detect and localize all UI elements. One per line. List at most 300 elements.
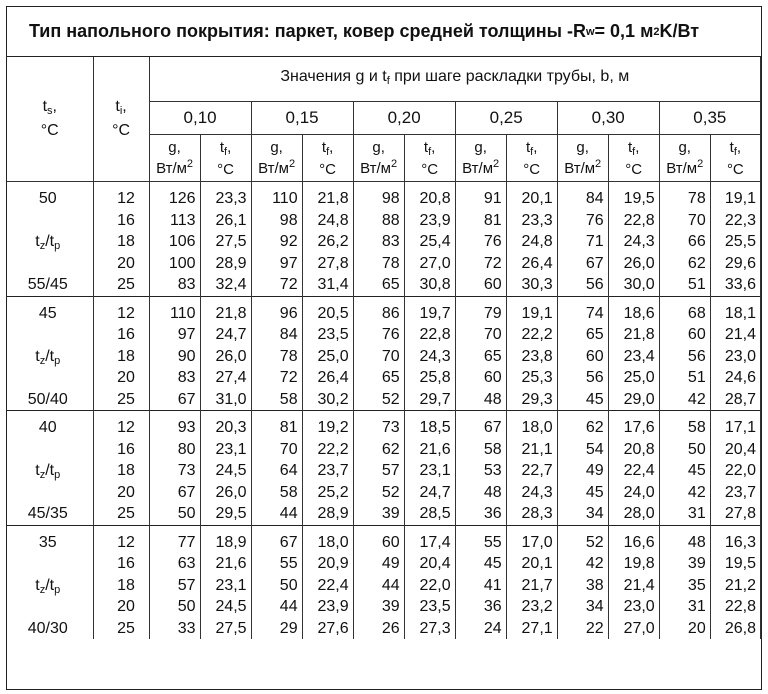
title-text-pre: Тип напольного покрытия: паркет, ковер средней толщины -R [29, 21, 586, 41]
ratio-sub-p: p [54, 469, 61, 481]
indoor-temp-cell [93, 296, 149, 411]
g-column [659, 296, 710, 411]
g-value: 98 [381, 190, 400, 207]
tf-value: 21,4 [724, 326, 756, 343]
tf-comma: , [533, 138, 538, 156]
tf-value: 22,0 [419, 576, 451, 594]
spacer-line [7, 210, 89, 232]
g-value: 83 [177, 276, 196, 293]
tf-unit: °C [217, 160, 234, 178]
tf-value: 19,7 [419, 304, 451, 322]
g-column [557, 296, 608, 411]
g-value: 67 [177, 483, 196, 501]
tf-value: 27,5 [215, 233, 247, 250]
g-value: 58 [483, 440, 502, 458]
spacer-line [7, 367, 89, 389]
tf-unit: °C [319, 160, 337, 178]
tf-value: 27,5 [215, 619, 247, 637]
g-value: 78 [279, 347, 298, 365]
tf-value: 23,9 [419, 211, 451, 229]
g-column [149, 411, 200, 526]
indoor-temp-cell [93, 411, 149, 526]
g-value: 44 [279, 505, 298, 522]
g-value: 49 [585, 462, 604, 479]
tf-value: 21,8 [215, 304, 247, 322]
spacer-line [7, 482, 89, 504]
tf-value: 27,4 [215, 369, 247, 386]
supply-temp-cell [7, 296, 93, 411]
tf-comma: , [227, 138, 232, 156]
g-value: 84 [279, 326, 298, 343]
g-value: 72 [279, 276, 298, 293]
b-value-1: 0,10 [149, 102, 251, 135]
g-unit-header [659, 135, 710, 182]
tf-value: 24,8 [317, 211, 349, 229]
g-value: 24 [483, 619, 502, 637]
g-value: 55 [483, 533, 502, 551]
g-value: 93 [177, 419, 196, 436]
tf-value: 20,4 [419, 555, 451, 572]
spacing-header [149, 57, 760, 102]
data-table-frame [6, 6, 762, 690]
tf-column [608, 411, 659, 526]
tf-column [710, 525, 760, 639]
g-value: 67 [177, 390, 196, 408]
tf-column [404, 296, 455, 411]
g-column [251, 411, 302, 526]
tf-subscript: f [632, 145, 636, 158]
tf-value: 25,0 [623, 369, 655, 386]
supply-temp-cell [7, 411, 93, 526]
tf-value: 29,5 [215, 505, 247, 522]
indoor-temp: 25 [117, 619, 135, 637]
ratio-value: 55/45 [27, 276, 68, 293]
tf-value: 30,0 [623, 276, 655, 293]
g-column [353, 411, 404, 526]
data-block-1 [7, 182, 761, 297]
ratio-label [7, 460, 89, 482]
tf-column [506, 296, 557, 411]
g-value: 76 [381, 326, 400, 343]
tf-value: 29,0 [623, 390, 655, 408]
tf-value: 21,7 [521, 576, 553, 594]
tf-subscript: f [224, 145, 228, 158]
g-column [251, 296, 302, 411]
g-value: 51 [687, 369, 706, 386]
ratio-sub-p: p [54, 354, 61, 367]
g-value: 92 [279, 233, 298, 250]
table-title [7, 7, 761, 57]
g-value: 58 [279, 483, 298, 501]
tf-value: 22,4 [623, 462, 655, 479]
g-column [149, 525, 200, 639]
g-value: 31 [687, 505, 706, 522]
tf-value: 20,1 [521, 190, 553, 207]
tf-unit: °C [726, 160, 744, 178]
tf-subscript: f [733, 145, 737, 158]
g-column [455, 182, 506, 297]
g-value: 34 [585, 598, 604, 615]
tf-value: 25,3 [521, 369, 553, 386]
tf-value: 32,4 [215, 276, 247, 293]
spacer-line [7, 596, 89, 618]
indoor-temp: 12 [117, 419, 135, 436]
ratio-sub-z: z [39, 469, 46, 481]
tf-value: 23,7 [317, 462, 349, 479]
tf-value: 20,4 [724, 440, 756, 458]
g-value: 79 [483, 304, 502, 322]
tf-value: 27,0 [623, 619, 655, 637]
tf-unit: °C [421, 160, 439, 178]
g-value: 65 [381, 276, 400, 293]
tf-value: 24,7 [419, 483, 451, 501]
tf-value: 20,9 [317, 555, 349, 572]
tf-value: 16,3 [724, 533, 756, 551]
g-value: 73 [381, 419, 400, 436]
tf-symbol: t [423, 138, 429, 156]
tf-value: 22,7 [521, 462, 553, 479]
tf-value: 18,0 [521, 419, 553, 436]
g-label: g, [678, 139, 691, 156]
tf-value: 19,1 [521, 304, 553, 322]
g-value: 45 [585, 483, 604, 501]
g-value: 42 [687, 390, 706, 408]
tf-column [608, 525, 659, 639]
g-value: 54 [585, 440, 604, 458]
g-column [455, 525, 506, 639]
g-unit-sup: 2 [288, 158, 296, 170]
tf-value: 23,3 [521, 211, 553, 229]
tf-column [200, 182, 251, 297]
g-value: 110 [170, 304, 196, 322]
ratio-value: 40/30 [27, 619, 68, 637]
g-column [557, 525, 608, 639]
b-value-5: 0,30 [557, 102, 659, 135]
g-unit-header [455, 135, 506, 182]
g-value: 51 [687, 276, 706, 293]
g-value: 73 [177, 462, 196, 479]
g-value: 106 [168, 233, 196, 250]
g-value: 70 [279, 440, 298, 458]
g-value: 60 [483, 276, 502, 293]
tf-column [200, 525, 251, 639]
g-value: 90 [177, 347, 196, 365]
tf-value: 17,4 [419, 533, 451, 551]
tf-column [404, 182, 455, 297]
g-value: 36 [483, 598, 502, 615]
tf-value: 24,3 [419, 347, 451, 365]
tf-column [506, 525, 557, 639]
g-value: 71 [585, 233, 604, 250]
tf-value: 24,5 [215, 598, 247, 615]
tf-value: 24,6 [724, 369, 756, 386]
data-block-4 [7, 525, 761, 639]
ratio-sub-z: z [39, 240, 46, 252]
tf-comma: , [635, 138, 640, 156]
tf-value: 23,1 [215, 440, 247, 458]
ratio-slash: /t [45, 576, 55, 594]
supply-temp-cell [7, 525, 93, 639]
g-unit-sup: 2 [697, 158, 704, 170]
tf-value: 24,7 [215, 326, 247, 343]
b-value-4: 0,25 [455, 102, 557, 135]
tf-unit-header [200, 135, 251, 182]
g-value: 78 [381, 254, 400, 272]
tf-column [404, 525, 455, 639]
tf-value: 27,0 [419, 254, 451, 272]
tf-value: 23,9 [317, 598, 349, 615]
g-column [149, 296, 200, 411]
tf-value: 19,5 [724, 555, 756, 572]
tf-value: 30,8 [419, 276, 451, 293]
g-value: 77 [177, 533, 196, 551]
ratio-label [7, 346, 89, 368]
tf-unit: °C [625, 160, 643, 178]
g-value: 60 [483, 369, 502, 386]
spacing-text-post: при шаге раскладки трубы, b, м [389, 68, 630, 85]
tf-value: 24,8 [521, 233, 553, 250]
tf-value: 28,5 [419, 505, 451, 522]
tf-value: 26,0 [215, 347, 247, 365]
tf-value: 27,8 [317, 254, 349, 272]
tf-subscript: f [326, 145, 330, 158]
g-value: 50 [279, 576, 298, 594]
indoor-temp: 25 [117, 276, 135, 293]
g-value: 62 [381, 440, 400, 458]
g-unit-sup: 2 [186, 158, 194, 170]
ts-symbol: t [42, 98, 48, 115]
indoor-temp: 16 [117, 440, 135, 458]
g-column [353, 525, 404, 639]
g-value: 56 [687, 347, 706, 365]
indoor-temp: 25 [117, 390, 135, 408]
g-value: 60 [585, 347, 604, 365]
tf-value: 26,1 [215, 211, 247, 229]
tf-value: 29,7 [419, 390, 451, 408]
tf-column [302, 525, 353, 639]
tf-column [506, 411, 557, 526]
data-block-3 [7, 411, 761, 526]
tf-value: 17,6 [623, 419, 655, 436]
g-unit: Вт/м [666, 160, 698, 177]
ratio-symbol: t [35, 462, 40, 479]
g-value: 63 [177, 555, 196, 572]
g-unit-header [353, 135, 404, 182]
g-value: 52 [381, 390, 400, 408]
tf-value: 23,2 [521, 598, 553, 615]
tf-value: 26,0 [623, 254, 655, 272]
tf-symbol: t [219, 138, 225, 156]
heat-output-table [7, 57, 761, 639]
g-value: 113 [170, 211, 196, 229]
g-value: 88 [381, 211, 400, 229]
tf-column [710, 411, 760, 526]
g-value: 52 [585, 533, 604, 551]
spacer-line [7, 253, 89, 275]
ratio-symbol: t [35, 233, 40, 250]
tf-value: 22,8 [419, 326, 451, 343]
spacing-text-pre: Значения g и t [280, 68, 387, 85]
tf-value: 23,1 [215, 576, 247, 594]
tf-unit-header [608, 135, 659, 182]
indoor-temp: 20 [117, 254, 135, 272]
indoor-temp: 20 [117, 483, 135, 501]
tf-value: 21,6 [215, 555, 247, 572]
tf-comma: , [431, 138, 436, 156]
g-column [557, 411, 608, 526]
indoor-temp: 16 [117, 555, 135, 572]
tf-value: 23,4 [623, 347, 655, 365]
tf-value: 21,6 [419, 440, 451, 458]
g-value: 76 [483, 233, 502, 250]
indoor-temp: 16 [117, 326, 135, 343]
g-value: 55 [279, 555, 298, 572]
tf-column [404, 411, 455, 526]
g-unit-sup: 2 [493, 158, 500, 170]
g-value: 34 [585, 505, 604, 522]
table-header [7, 57, 761, 182]
indoor-temp: 12 [117, 533, 135, 551]
supply-temp: 40 [38, 419, 57, 436]
b-value-2: 0,15 [251, 102, 353, 135]
g-value: 72 [483, 254, 502, 272]
tf-value: 20,8 [419, 190, 451, 207]
g-value: 48 [687, 533, 706, 551]
tf-unit-header [710, 135, 760, 182]
g-value: 44 [381, 576, 400, 594]
g-value: 42 [585, 555, 604, 572]
tf-value: 28,3 [521, 505, 553, 522]
g-value: 39 [381, 598, 400, 615]
g-value: 76 [585, 211, 604, 229]
g-value: 91 [483, 190, 502, 207]
tf-value: 25,5 [724, 233, 756, 250]
tf-column [710, 296, 760, 411]
g-label: g, [270, 139, 283, 156]
tf-unit: °C [523, 160, 541, 178]
g-value: 100 [168, 254, 196, 272]
tf-value: 28,0 [623, 505, 655, 522]
g-column [251, 182, 302, 297]
tf-value: 30,2 [317, 390, 349, 408]
tf-value: 23,0 [724, 347, 756, 365]
g-value: 58 [279, 390, 298, 408]
g-value: 72 [279, 369, 298, 386]
tf-value: 25,0 [317, 347, 349, 365]
g-unit-header [557, 135, 608, 182]
g-value: 26 [381, 619, 400, 637]
ts-header: $t_s$, °C [7, 57, 93, 182]
g-value: 45 [483, 555, 502, 572]
indoor-temp: 12 [117, 304, 135, 322]
g-value: 70 [483, 326, 502, 343]
tf-value: 24,5 [215, 462, 247, 479]
tf-comma: , [329, 138, 334, 156]
tf-value: 23,5 [317, 326, 349, 343]
g-value: 62 [687, 254, 706, 272]
tf-value: 31,0 [215, 390, 247, 408]
tf-value: 19,8 [623, 555, 655, 572]
tf-value: 29,6 [724, 254, 756, 272]
tf-value: 24,3 [521, 483, 553, 501]
g-value: 67 [483, 419, 502, 436]
g-column [659, 525, 710, 639]
g-value: 38 [585, 576, 604, 594]
g-value: 64 [279, 462, 298, 479]
tf-unit-header [302, 135, 353, 182]
spacing-subscript: f [386, 75, 390, 87]
g-value: 83 [177, 369, 196, 386]
g-unit-header [251, 135, 302, 182]
g-value: 48 [483, 390, 502, 408]
g-value: 29 [279, 619, 298, 637]
tf-symbol: t [729, 138, 734, 156]
g-value: 86 [381, 304, 400, 322]
title-sub: w [585, 25, 595, 38]
ratio-symbol: t [35, 576, 40, 594]
g-value: 97 [177, 326, 196, 343]
tf-value: 29,3 [521, 390, 553, 408]
tf-value: 19,1 [724, 190, 756, 207]
g-value: 56 [585, 276, 604, 293]
tf-column [608, 182, 659, 297]
g-value: 45 [687, 462, 706, 479]
g-unit-sup: 2 [390, 158, 398, 170]
ratio-label [7, 575, 89, 597]
ti-subscript: i [119, 105, 123, 117]
tf-value: 22,2 [521, 326, 553, 343]
g-value: 22 [585, 619, 604, 637]
ratio-slash: /t [45, 233, 55, 250]
g-value: 65 [381, 369, 400, 386]
tf-value: 26,2 [317, 233, 349, 250]
tf-value: 19,2 [317, 419, 349, 436]
tf-value: 20,3 [215, 419, 247, 436]
g-label: g, [576, 139, 589, 156]
tf-value: 21,8 [317, 190, 349, 207]
g-column [149, 182, 200, 297]
tf-value: 23,8 [521, 347, 553, 365]
title-text-post: K/Вт [659, 21, 700, 41]
indoor-temp-cell [93, 525, 149, 639]
tf-subscript: f [530, 145, 534, 158]
indoor-temp: 18 [117, 233, 135, 250]
spacer-line [7, 553, 89, 575]
tf-column [710, 182, 760, 297]
g-value: 48 [483, 483, 502, 501]
g-value: 65 [483, 347, 502, 365]
tf-value: 23,5 [419, 598, 451, 615]
tf-value: 20,1 [521, 555, 553, 572]
g-value: 62 [585, 419, 604, 436]
tf-value: 21,4 [623, 576, 655, 594]
g-label: g, [474, 139, 487, 156]
ratio-label [7, 231, 89, 253]
g-unit: Вт/м [156, 160, 187, 177]
title-text-mid: = 0,1 м [594, 21, 654, 41]
tf-value: 24,0 [623, 483, 655, 501]
tf-value: 26,8 [724, 619, 756, 637]
data-block-2 [7, 296, 761, 411]
ti-header: $t_i$, °C [93, 57, 149, 182]
tf-subscript: f [428, 145, 432, 158]
header-row-spacing [7, 57, 761, 102]
indoor-temp: 12 [117, 190, 135, 207]
ratio-sub-p: p [54, 240, 61, 252]
g-value: 80 [177, 440, 196, 458]
g-value: 70 [381, 347, 400, 365]
ratio-value: 50/40 [27, 390, 68, 408]
